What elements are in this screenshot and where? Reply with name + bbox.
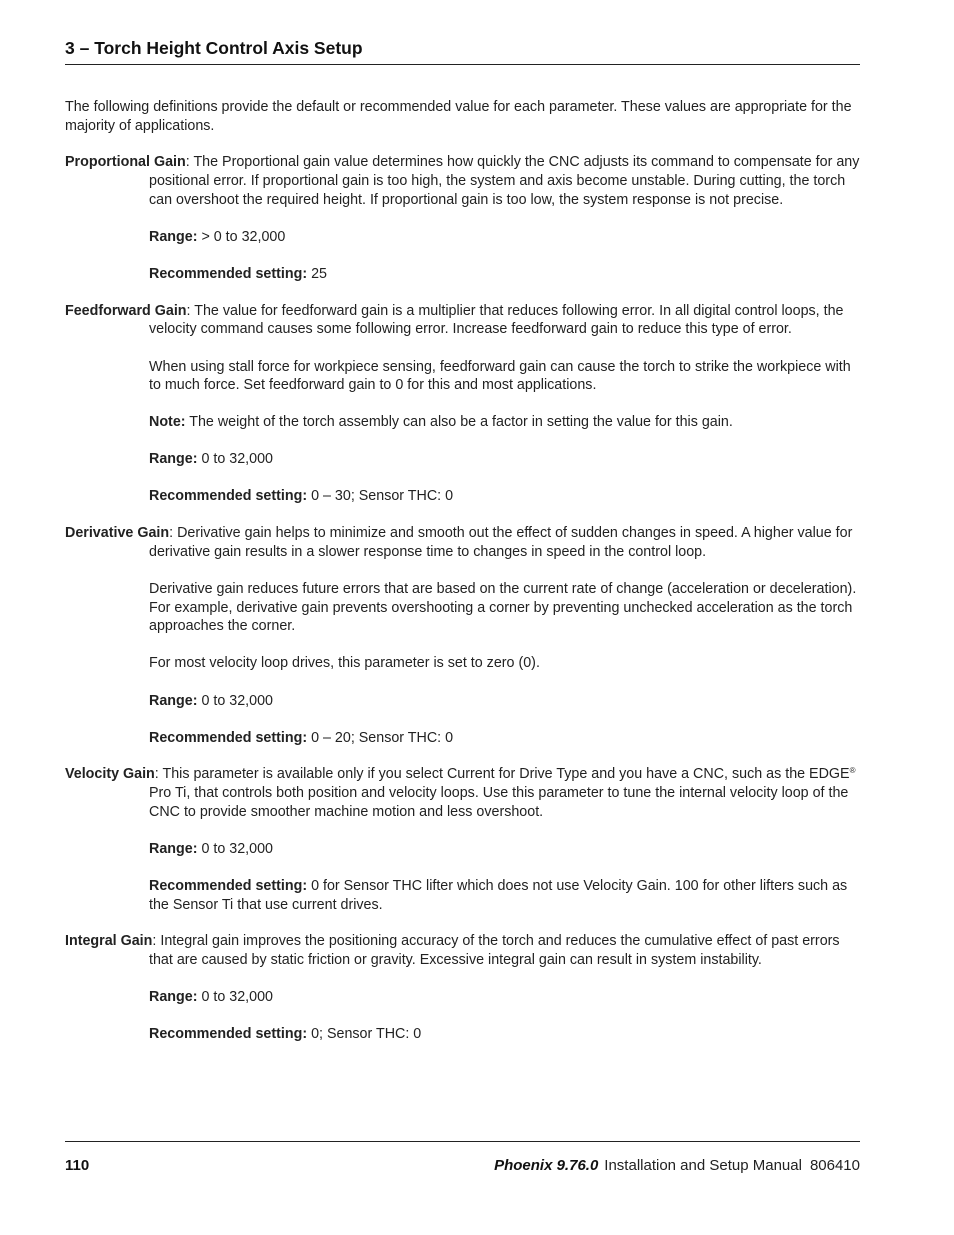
note-text: The weight of the torch assembly can also be a factor in setting the value for this gain. — [185, 414, 733, 431]
range-value: 0 to 32,000 — [197, 692, 273, 709]
range-label: Range: — [149, 989, 198, 1006]
param-name: Proportional Gain — [65, 154, 186, 171]
range-label: Range: — [149, 228, 198, 245]
param-description: Velocity Gain: This parameter is available only if you select Current for Drive Type and you have a CNC, such as the EDGE® Pro Ti, that controls both position and velocity loops. Use this parameter to tune the internal velocity loop of the CNC to provide smoother machine motion and less overshoot. — [65, 766, 856, 820]
section-title: 3 – Torch Height Control Axis Setup — [65, 38, 363, 58]
param-description: Derivative Gain: Derivative gain helps to minimize and smooth out the effect of sudden changes in speed. A higher value for derivative gain results in a slower response time to changes in speed in the control loop. — [65, 525, 853, 560]
param-recommended — [65, 487, 860, 506]
param-paragraph: When using stall force for workpiece sensing, feedforward gain can cause the torch to strike the workpiece with to much force. Set feedforward gain to 0 for this and most applications. — [149, 358, 851, 394]
range-label: Range: — [149, 840, 198, 857]
footer-product-name: Phoenix 9.76.0 — [494, 1157, 599, 1174]
param-description: Integral Gain: Integral gain improves the positioning accuracy of the torch and reduces the cumulative effect of past errors that are caused by static friction or gravity. Excessive integral gain can result in system instability. — [65, 933, 840, 969]
param-desc-text: This parameter is available only if you select Current for Drive Type and you have a CNC, such as the EDGE — [162, 766, 850, 783]
param-recommended — [65, 877, 860, 914]
param-name: Derivative Gain — [65, 525, 170, 542]
recommended-value: 0 for Sensor THC lifter which does not use Velocity Gain. 100 for other lifters such as the Sensor Ti that use current drives. — [149, 877, 848, 913]
recommended-value: 25 — [307, 266, 327, 282]
param-desc-text: The Proportional gain value determines how quickly the CNC adjusts its command to compensate for any positional error. If proportional gain is too high, the system and axis become unstable. During cutting, the torch can overshoot the required height. If proportional gain is too low, the system response is not precise. — [149, 154, 860, 208]
param-name: Integral Gain — [65, 933, 153, 950]
param-proportional-gain — [65, 153, 860, 283]
recommended-value: 0; Sensor THC: 0 — [307, 1026, 422, 1043]
note-label: Note: — [149, 414, 186, 431]
param-feedforward-gain — [65, 302, 860, 506]
footer-manual-title: Installation and Setup Manual — [604, 1157, 802, 1174]
param-range — [65, 692, 860, 711]
recommended-label: Recommended setting: — [149, 488, 308, 505]
param-note — [65, 413, 860, 432]
range-label: Range: — [149, 692, 198, 709]
param-recommended — [65, 729, 860, 748]
param-name: Feedforward Gain — [65, 302, 187, 319]
page-footer — [65, 1141, 860, 1182]
param-velocity-gain — [65, 765, 860, 914]
param-recommended — [65, 265, 860, 284]
recommended-value: 0 – 30; Sensor THC: 0 — [307, 488, 454, 505]
recommended-label: Recommended setting: — [149, 1026, 308, 1043]
page-number: 110 — [65, 1157, 90, 1174]
param-paragraph: Derivative gain reduces future errors that are based on the current rate of change (acceleration or deceleration). For example, derivative gain prevents overshooting a corner by preventing unchecked acceleration as the torch approaches the corner. — [149, 580, 857, 635]
page-header — [65, 36, 860, 65]
range-value: 0 to 32,000 — [197, 840, 273, 857]
range-value: > 0 to 32,000 — [197, 228, 286, 245]
param-desc-text-cont: Pro Ti, that controls both position and velocity loops. Use this parameter to tune the internal velocity loop of the CNC to provide smoother machine motion and less overshoot. — [149, 785, 849, 820]
recommended-value: 0 – 20; Sensor THC: 0 — [307, 729, 454, 746]
param-desc-text: The value for feedforward gain is a multiplier that reduces following error. In all digital control loops, the velocity command causes some following error. Increase feedforward gain to reduce this type of error. — [149, 302, 844, 338]
registered-mark: ® — [849, 766, 856, 776]
param-name: Velocity Gain — [65, 766, 155, 783]
range-value: 0 to 32,000 — [197, 989, 273, 1006]
param-desc-text: Integral gain improves the positioning accuracy of the torch and reduces the cumulative effect of past errors that are caused by static friction or gravity. Excessive integral gain can result in system instability. — [149, 933, 840, 969]
footer-part-number: 806410 — [809, 1157, 860, 1174]
range-label: Range: — [149, 451, 198, 468]
recommended-label: Recommended setting: — [149, 729, 308, 746]
param-range — [65, 840, 860, 859]
param-description: Proportional Gain: The Proportional gain value determines how quickly the CNC adjusts its command to compensate for any positional error. If proportional gain is too high, the system and axis become unstable. During cutting, the torch can overshoot the required height. If proportional gain is too low, the system response is not precise. — [65, 154, 860, 208]
param-derivative-gain — [65, 524, 860, 747]
page-content — [65, 98, 860, 1062]
param-range — [65, 450, 860, 469]
param-desc-text: Derivative gain helps to minimize and smooth out the effect of sudden changes in speed. A higher value for derivative gain results in a slower response time to changes in speed in the control loop. — [149, 525, 853, 560]
param-integral-gain — [65, 932, 860, 1044]
range-value: 0 to 32,000 — [197, 451, 273, 468]
param-recommended — [65, 1025, 860, 1044]
param-description: Feedforward Gain: The value for feedforward gain is a multiplier that reduces following error. In all digital control loops, the velocity command causes some following error. Increase feedforward gain to reduce this type of error. — [65, 302, 844, 338]
recommended-label: Recommended setting: — [149, 877, 308, 894]
recommended-label: Recommended setting: — [149, 266, 308, 282]
intro-paragraph: The following definitions provide the default or recommended value for each parameter. These values are appropriate for the majority of applications. — [65, 99, 852, 134]
param-range — [65, 988, 860, 1007]
param-paragraph: For most velocity loop drives, this parameter is set to zero (0). — [149, 655, 540, 672]
footer-manual-info — [494, 1157, 860, 1174]
param-range — [65, 228, 860, 247]
